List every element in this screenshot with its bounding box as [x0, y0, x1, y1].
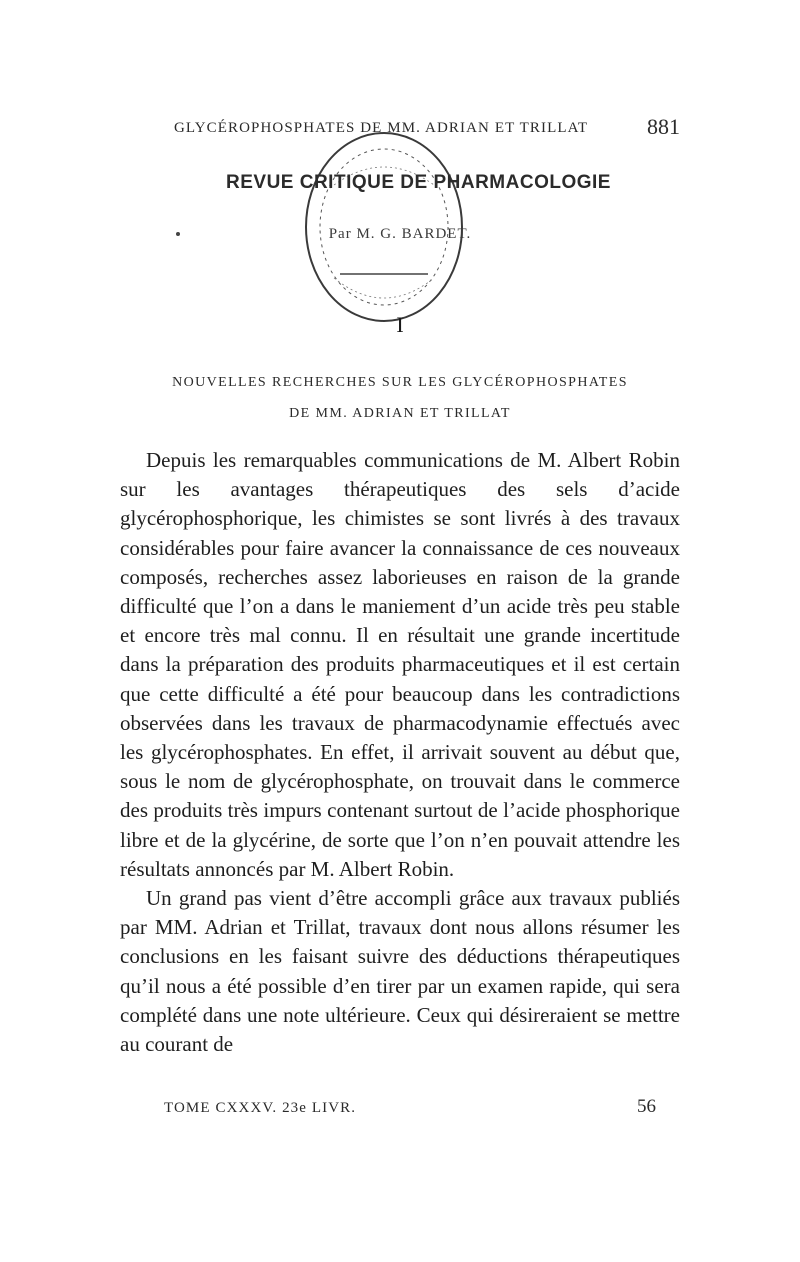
paragraph-1: Depuis les remarquables communications de M. Albert Robin sur les avantages thérapeutiques des sels d’acide glycérophosphorique, les chimistes se sont livrés à des travaux considérables pour faire avancer la connaissance de ces nouveaux composés, recherches assez laborieuses en raison de la grande difficulté que l’on a dans le maniement d’un acide très peu stable et encore très mal connu. Il en résultait une grande incertitude dans la préparation des produits pharmaceutiques et il est certain que cette difficulté a été pour beaucoup dans les contradictions observées dans les travaux de pharmacodynamie effectués avec les glycérophosphates. En effet, il arrivait souvent au début que, sous le nom de glycérophosphate, on trouvait dans le commerce des produits très impurs contenant surtout de l’acide phosphorique libre et de la glycérine, de sorte que l’on n’en pouvait attendre les résultats annoncés par M. Albert Robin. [120, 448, 680, 881]
footer-tome: TOME CXXXV. 23e LIVR. [164, 1100, 357, 1116]
footer-signature: 56 [637, 1096, 656, 1117]
page-number: 881 [647, 114, 680, 139]
running-header-title: GLYCÉROPHOSPHATES DE MM. ADRIAN ET TRILLAT [174, 120, 589, 136]
margin-dot [176, 232, 180, 236]
stamp-author: Par M. G. BARDET. [328, 226, 472, 242]
paragraph-2: Un grand pas vient d’être accompli grâce aux travaux publiés par MM. Adrian et Trillat, travaux dont nous allons résumer les conclusions en les faisant suivre des déductions thérapeutiques qu’il nous a été possible d’en tirer par un examen rapide, qui sera complété dans une note ultérieure. Ceux qui désireraient se mettre au courant de [120, 886, 680, 1057]
page-footer [164, 1098, 656, 1122]
article-title [100, 367, 700, 429]
body-text [120, 446, 680, 1059]
section-number: I [396, 312, 404, 337]
article-title-line-2: DE MM. ADRIAN ET TRILLAT [289, 406, 511, 421]
article-title-line-1: NOUVELLES RECHERCHES SUR LES GLYCÉROPHOSPHATES [172, 375, 628, 390]
stamp-review-title: REVUE CRITIQUE DE PHARMACOLOGIE [226, 172, 611, 193]
